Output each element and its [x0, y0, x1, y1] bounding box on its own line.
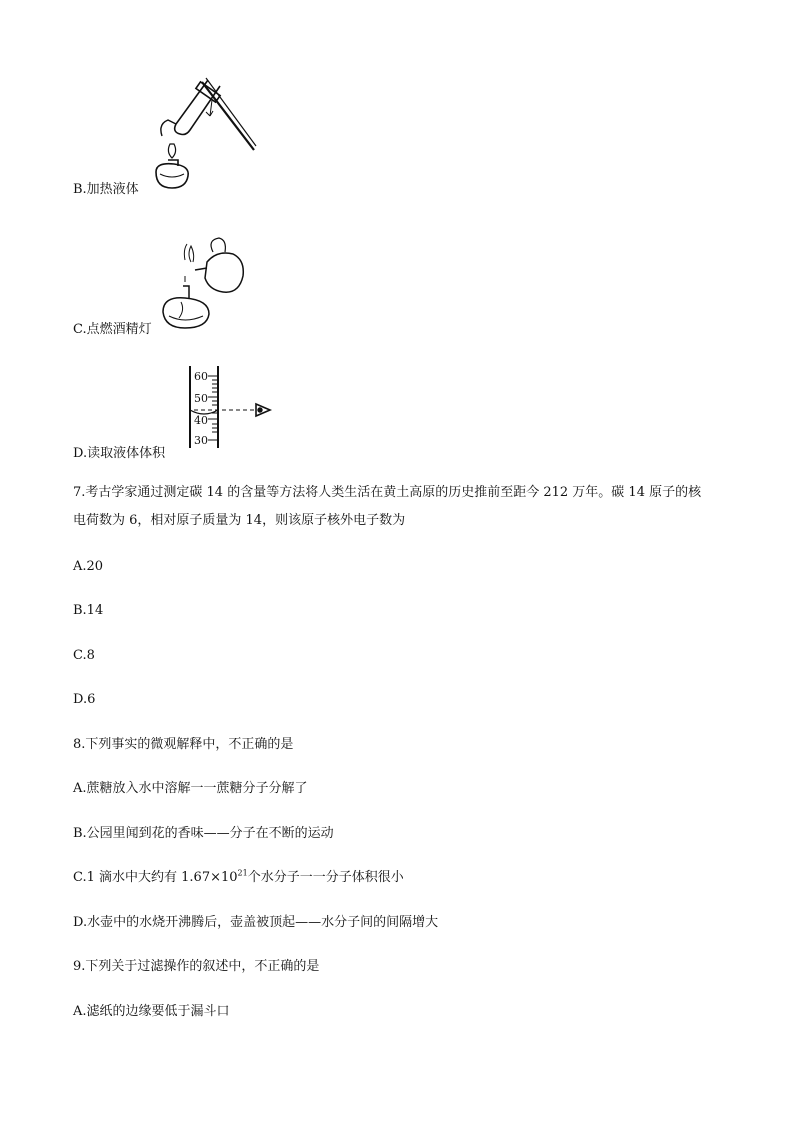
- lighting-lamp-illustration: [155, 232, 247, 332]
- q7-stem-line2: 电荷数为 6，相对原子质量为 14，则该原子核外电子数为: [73, 513, 406, 528]
- q7-option-c: C.8: [73, 648, 95, 663]
- cylinder-tick-30: 30: [194, 434, 208, 447]
- option-d-label: D.读取液体体积: [73, 446, 166, 461]
- graduated-cylinder-illustration: [184, 364, 276, 450]
- figure-heating-liquid: [148, 72, 260, 192]
- figure-reading-cylinder: [184, 364, 276, 450]
- q7-option-a: A.20: [73, 559, 104, 574]
- cylinder-tick-50: 50: [194, 392, 208, 405]
- heating-liquid-illustration: [148, 72, 260, 192]
- cylinder-tick-60: 60: [194, 370, 208, 383]
- q8-option-c-exponent: 21: [237, 868, 248, 878]
- q9-stem: 9.下列关于过滤操作的叙述中，不正确的是: [73, 959, 320, 974]
- q8-option-c: [73, 870, 404, 886]
- cylinder-tick-40: 40: [194, 414, 208, 427]
- q8-stem: 8.下列事实的微观解释中，不正确的是: [73, 737, 294, 752]
- q7-option-d: D.6: [73, 692, 96, 707]
- q8-option-c-post: 个水分子一一分子体积很小: [247, 870, 404, 885]
- option-c-label: C.点燃酒精灯: [73, 322, 152, 337]
- q8-option-a: A.蔗糖放入水中溶解一一蔗糖分子分解了: [73, 781, 308, 796]
- q7-stem-line1: 7.考古学家通过测定碳 14 的含量等方法将人类生活在黄土高原的历史推前至距今 212 万年。碳 14 原子的核: [73, 485, 702, 500]
- q7-option-b: B.14: [73, 603, 104, 618]
- q8-option-b: B.公园里闻到花的香味——分子在不断的运动: [73, 826, 334, 841]
- q9-option-a: A.滤纸的边缘要低于漏斗口: [73, 1004, 230, 1019]
- option-b-label: B.加热液体: [73, 182, 139, 197]
- figure-lighting-lamp: [155, 232, 247, 332]
- q8-option-d: D.水壶中的水烧开沸腾后，壶盖被顶起——水分子间的间隔增大: [73, 915, 439, 930]
- q8-option-c-pre: C.1 滴水中大约有 1.67×10: [73, 870, 238, 885]
